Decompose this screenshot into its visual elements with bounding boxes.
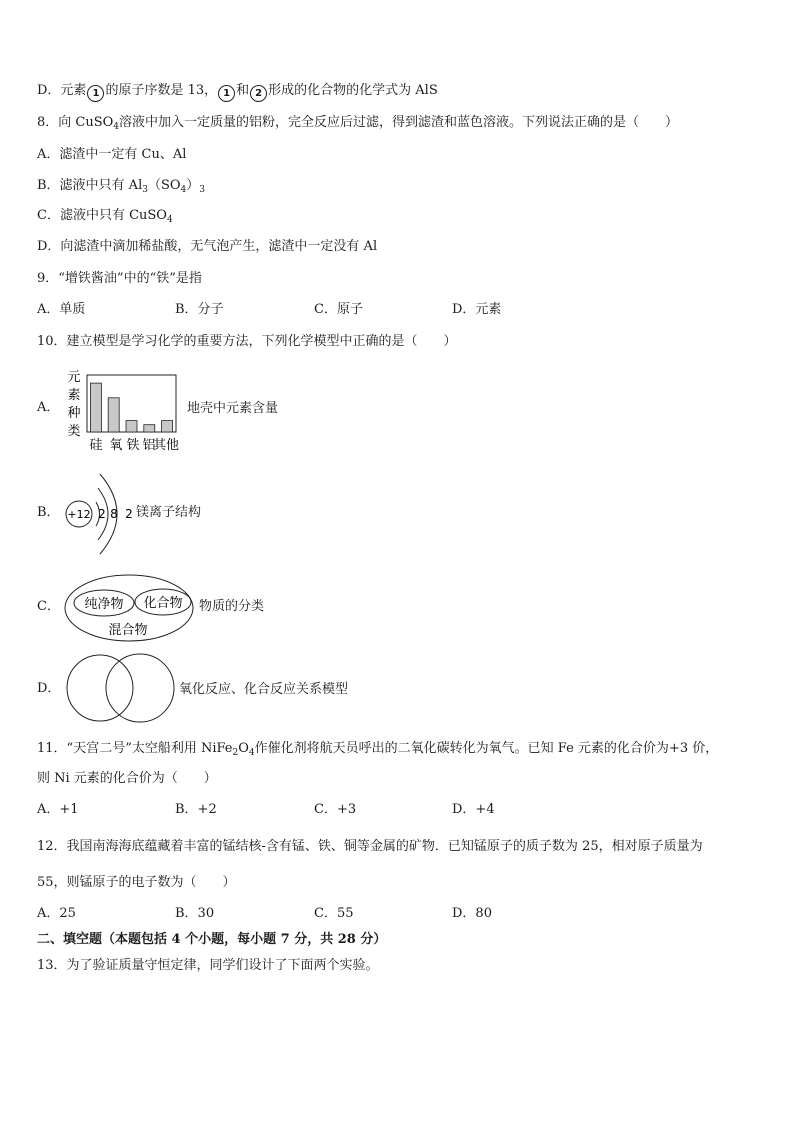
q9-option-b: B．分子 (175, 302, 224, 317)
circled-number-1: 1 (87, 85, 104, 102)
q10-option-a-label: A． (37, 400, 60, 415)
q11-option-b: B．+2 (175, 802, 217, 817)
substance-classification-diagram (62, 569, 198, 647)
q11-option-d: D．+4 (452, 802, 495, 817)
q12-stem: 12．我国南海海底蕴藏着丰富的锰结核-含有锰、铁、铜等金属的矿物．已知锰原子的质子数为 25，相对原子质量为 (37, 839, 703, 854)
q8-option-b: B．滤液中只有 $Al_3(SO_4)_3$ (37, 178, 206, 195)
q9-option-a: A．单质 (37, 302, 86, 317)
q10-option-b-caption: 镁离子结构 (136, 505, 202, 520)
q11-option-a: A．+1 (37, 802, 79, 817)
circled-number-1: 1 (218, 85, 235, 102)
q9-option-d: D．元素 (452, 302, 502, 317)
bar-4 (162, 421, 173, 432)
q8-option-c: C．滤液中只有 CuSO$_4$ (37, 208, 173, 225)
ylabel-char: 种 (67, 406, 81, 421)
bar-2 (126, 421, 137, 432)
bars-group (90, 383, 172, 432)
shell-electron-count: 2 (98, 507, 106, 521)
q10-option-d-label: D． (37, 681, 61, 696)
ylabel-char: 元 (67, 370, 81, 385)
q11-option-c: C．+3 (314, 802, 357, 817)
q11-stem-line2: 则 Ni 元素的化合价为（ ） (37, 771, 217, 786)
venn-circle-right (106, 654, 174, 722)
q9-option-c: C．原子 (314, 302, 363, 317)
venn-diagram (62, 652, 180, 724)
x-tick-label: 铁 (126, 438, 140, 453)
section-title-fill-in: 二、填空题（本题包括 4 个小题，每小题 7 分，共 28 分） (37, 932, 387, 947)
q12-stem-line2: 55，则锰原子的电子数为（ ） (37, 875, 236, 890)
ylabel-char: 类 (67, 424, 81, 439)
q10-option-c-label: C． (37, 599, 60, 614)
x-tick-label: 硅 (89, 438, 103, 453)
q9-stem: 9．“增铁酱油”中的“铁”是指 (37, 271, 202, 286)
ylabel-char: 素 (67, 388, 81, 403)
q12-option-c: C．55 (314, 906, 354, 921)
q13-stem: 13．为了验证质量守恒定律，同学们设计了下面两个实验。 (37, 958, 379, 973)
bar-0 (90, 383, 101, 432)
q12-option-b: B．30 (175, 906, 215, 921)
circled-number-2: 2 (250, 85, 267, 102)
q8-stem: 8．向 CuSO$_4$溶液中加入一定质量的铝粉，完全反应后过滤，得到滤渣和蓝色溶液。下列说法正确的是（ ） (37, 115, 679, 132)
q10-option-c-caption: 物质的分类 (199, 599, 265, 614)
shell-electron-count: 8 (110, 507, 118, 521)
x-tick-label: 铝 (142, 438, 156, 453)
nucleus-charge: +12 (67, 508, 91, 521)
shell-electron-count: 2 (125, 507, 133, 521)
q12-option-d: D．80 (452, 906, 492, 921)
label-pure-substance: 纯净物 (84, 597, 124, 612)
q10-option-b-label: B． (37, 505, 60, 520)
q11-stem: 11．“天宫二号”太空船利用 $NiFe_2O_4$作催化剂将航天员呼出的二氧化碳转化为氧气。已知 Fe 元素的化合价为+3 价， (37, 741, 719, 758)
magnesium-ion-structure-diagram (62, 466, 142, 560)
q8-option-d: D．向滤渣中滴加稀盐酸，无气泡产生，滤渣中一定没有 Al (37, 239, 378, 254)
label-compound: 化合物 (143, 596, 183, 611)
crust-element-bar-chart (62, 367, 187, 455)
q10-stem: 10．建立模型是学习化学的重要方法，下列化学模型中正确的是（ ） (37, 334, 457, 349)
q12-option-a: A．25 (37, 906, 76, 921)
q8-option-a: A．滤渣中一定有 Cu、Al (37, 147, 187, 162)
xlabels-group (89, 437, 179, 453)
x-tick-label: 其他 (152, 438, 180, 453)
q7-option-d: D．元素 1 的原子序数是 13， 1 和 2 形成的化合物的化学式为 AlS (37, 82, 438, 102)
x-tick-label: 氧 (109, 438, 123, 453)
label-mixture: 混合物 (108, 623, 148, 638)
q10-option-d-caption: 氧化反应、化合反应关系模型 (179, 682, 349, 697)
venn-circle-left (67, 655, 133, 721)
bar-3 (144, 425, 155, 432)
q10-option-a-caption: 地壳中元素含量 (187, 401, 279, 416)
bar-1 (108, 398, 119, 432)
